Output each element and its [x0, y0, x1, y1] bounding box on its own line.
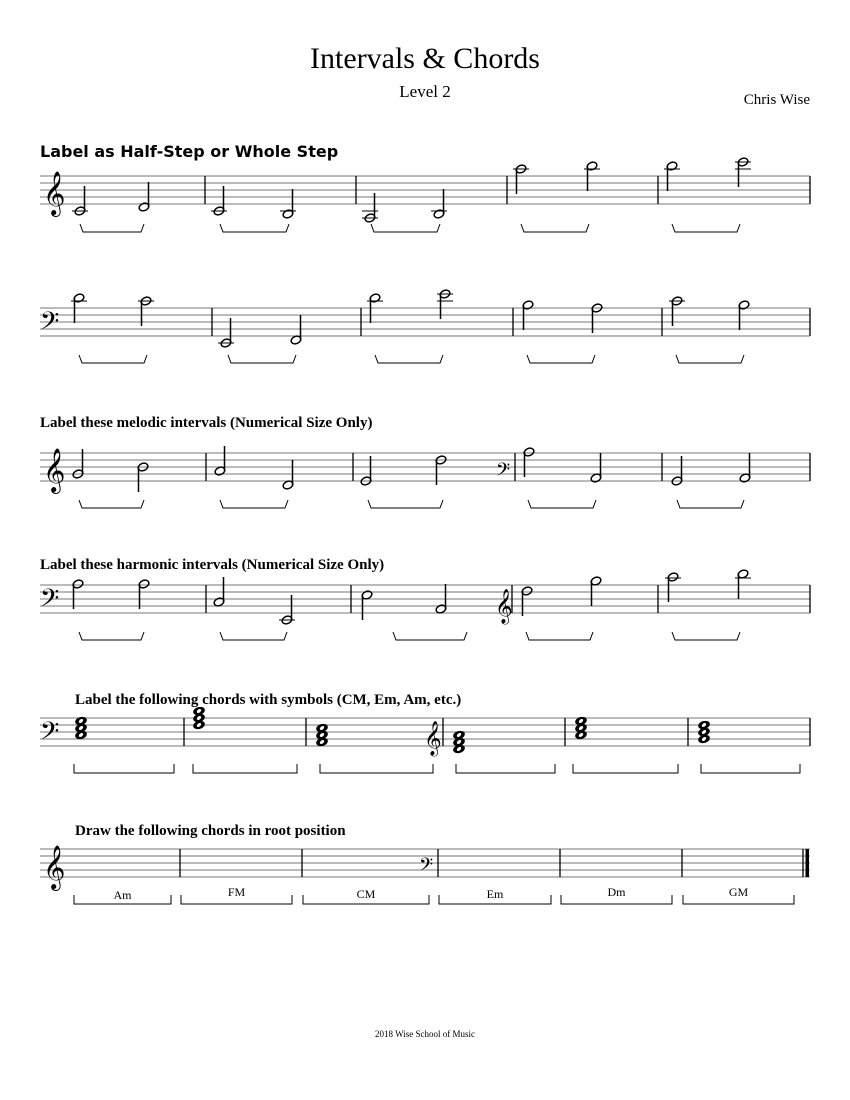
page-subtitle: Level 2: [399, 82, 451, 101]
section-heading-half-whole: Label as Half-Step or Whole Step: [40, 142, 339, 161]
treble-clef-icon: 𝄞: [43, 845, 66, 889]
chord-name-2: FM: [227, 885, 246, 899]
chord-noteheads: [74, 706, 711, 755]
bass-clef-change-icon: 𝄢: [419, 855, 434, 880]
section-heading-chords-label: Label the following chords with symbols (CM, Em, Am, etc.): [75, 692, 462, 708]
answer-brackets-1: [80, 224, 740, 232]
treble-clef-icon: 𝄞: [43, 448, 66, 492]
bass-clef-change-icon: 𝄢: [496, 460, 511, 485]
bass-clef-icon: 𝄢: [40, 307, 60, 342]
chord-name-4: Em: [486, 887, 504, 901]
section-heading-melodic: Label these melodic intervals (Numerical Size Only): [40, 415, 373, 431]
footer-copyright: 2018 Wise School of Music: [375, 1029, 475, 1039]
page-title: Intervals & Chords: [310, 42, 540, 75]
treble-clef-change-icon: 𝄞: [495, 589, 513, 624]
composer-name: Chris Wise: [743, 92, 810, 108]
treble-clef-change-icon: 𝄞: [424, 721, 442, 756]
chord-holes: [78, 708, 707, 752]
chord-name-6: GM: [728, 885, 749, 899]
bass-clef-icon: 𝄢: [40, 584, 60, 619]
section-heading-harmonic: Label these harmonic intervals (Numerical Size Only): [40, 557, 385, 573]
staff-system-1: [40, 176, 810, 204]
section-heading-chords-draw: Draw the following chords in root position: [75, 823, 346, 839]
chord-name-3: CM: [356, 887, 376, 901]
chord-name-5: Dm: [607, 885, 626, 899]
chord-name-1: Am: [113, 888, 132, 902]
bass-clef-icon: 𝄢: [40, 717, 60, 752]
final-barline: [806, 849, 810, 877]
treble-clef-icon: 𝄞: [43, 171, 66, 215]
